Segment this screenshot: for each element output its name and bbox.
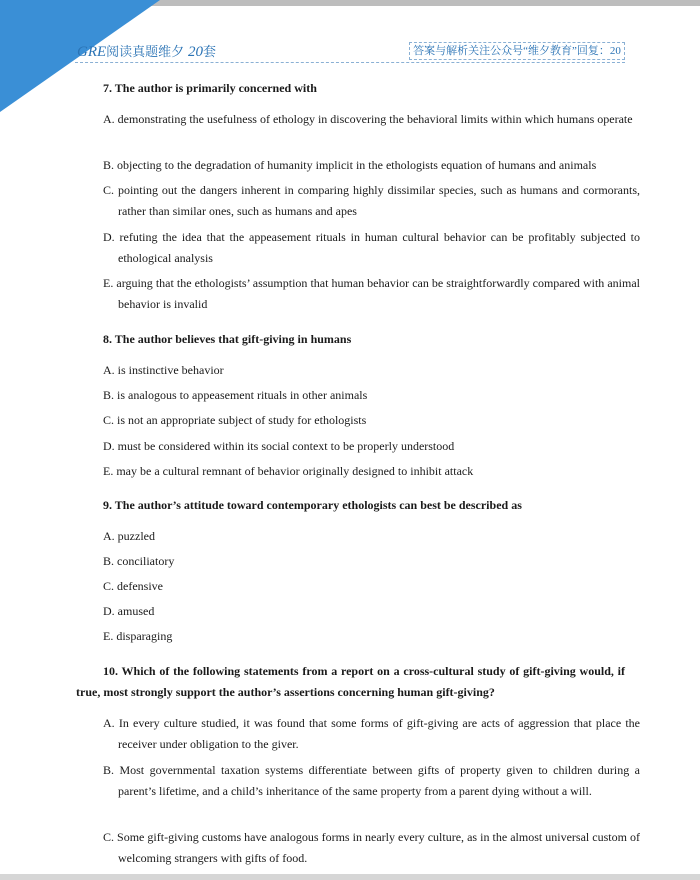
question-9-prompt: 9. The author’s attitude toward contemporary ethologists can best be described as	[103, 498, 522, 512]
question-7-option-a: A. demonstrating the usefulness of ethology in discovering the behavioral limits within which humans operate	[103, 112, 633, 126]
question-9-option-e: E. disparaging	[103, 629, 173, 643]
question-10-option-a: A. In every culture studied, it was found that some forms of gift-giving are acts of aggression that place the receiver under obligation to the giver.	[103, 716, 640, 751]
header-title-num: 20	[187, 44, 203, 60]
header-title-zh: 阅读真题维夕	[106, 44, 185, 59]
question-9-option-c: C. defensive	[103, 579, 163, 593]
question-8-option-c: C. is not an appropriate subject of study for ethologists	[103, 413, 367, 427]
question-9-option-a: A. puzzled	[103, 529, 155, 543]
question-10-option-b: B. Most governmental taxation systems differentiate between gifts of property given to children during a parent’s lifetime, and a child’s inheritance of the same property from a parent dying without a will.	[103, 763, 640, 798]
question-7-option-e: E. arguing that the ethologists’ assumption that human behavior can be straightforwardly compared with animal behavior is invalid	[103, 276, 640, 311]
question-9-option-b: B. conciliatory	[103, 554, 175, 568]
question-9-option-d: D. amused	[103, 604, 155, 618]
question-8-option-e: E. may be a cultural remnant of behavior originally designed to inhibit attack	[103, 464, 474, 478]
header-answer-notice: 答案与解析关注公众号“维夕教育”回复：20	[409, 42, 625, 60]
question-7-option-c: C. pointing out the dangers inherent in comparing highly dissimilar species, such as humans and cormorants, rather than similar ones, such as humans and apes	[103, 183, 640, 218]
question-8-prompt: 8. The author believes that gift-giving in humans	[103, 332, 352, 346]
question-7-option-b: B. objecting to the degradation of humanity implicit in the ethologists equation of humans and animals	[103, 158, 597, 172]
question-8-option-b: B. is analogous to appeasement rituals in other animals	[103, 388, 368, 402]
question-8-option-a: A. is instinctive behavior	[103, 363, 224, 377]
question-10-option-c: C. Some gift-giving customs have analogous forms in nearly every culture, as in the almost universal custom of welcoming strangers with gifts of food.	[103, 830, 640, 865]
header-title-en: GRE	[77, 44, 107, 60]
bottom-border	[0, 874, 700, 880]
question-7-option-d: D. refuting the idea that the appeasement rituals in human cultural behavior can be profitably subjected to ethological analysis	[103, 230, 640, 265]
question-8-option-d: D. must be considered within its social context to be properly understood	[103, 439, 455, 453]
header-title-suffix: 套	[202, 44, 216, 59]
question-10-prompt: 10. Which of the following statements from a report on a cross-cultural study of gift-giving would, if true, most strongly support the author’s assertions concerning human gift-giving?	[76, 664, 625, 699]
question-7-prompt: 7. The author is primarily concerned with	[103, 81, 317, 95]
